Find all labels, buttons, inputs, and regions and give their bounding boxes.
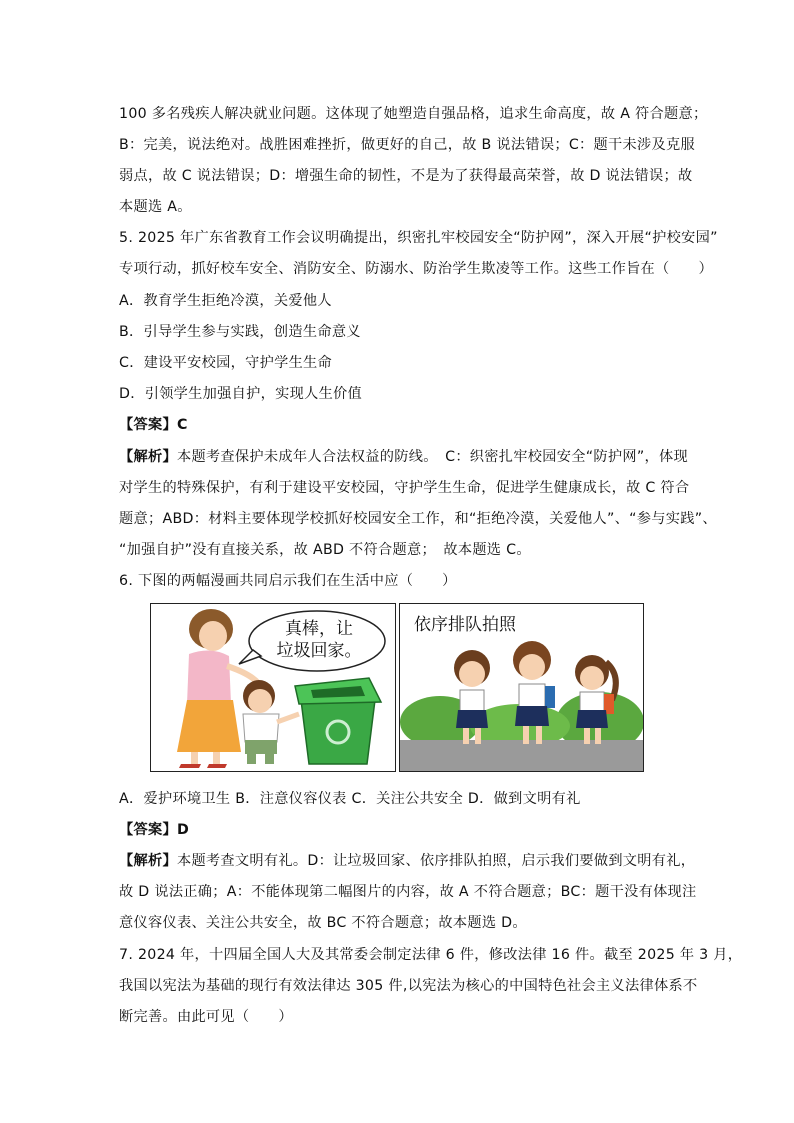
question-5-stem: 专项行动，抓好校车安全、消防安全、防溺水、防治学生欺凌等工作。这些工作旨在（ ）: [119, 261, 713, 277]
answer-label: 【答案】C: [119, 417, 188, 433]
analysis-line: “加强自护”没有直接关系，故 ABD 不符合题意； 故本题选 C。: [119, 542, 531, 558]
question-5-stem: 5. 2025 年广东省教育工作会议明确提出，织密扎牢校园安全“防护网”，深入开展“护校安园”: [119, 230, 718, 246]
comic-caption: 依序排队拍照: [414, 615, 516, 635]
question-7-stem: 7. 2024 年，十四届全国人大及其常委会制定法律 6 件，修改法律 16 件。截至 2025 年 3 月，: [119, 947, 743, 963]
comic-figure: [150, 603, 645, 772]
option-d: D．引领学生加强自护，实现人生价值: [119, 386, 363, 402]
option-a: A．教育学生拒绝冷漠，关爱他人: [119, 293, 332, 309]
question-7-stem: 我国以宪法为基础的现行有效法律达 305 件,以宪法为核心的中国特色社会主义法律体系不: [119, 978, 698, 994]
question-6-stem: 6. 下图的两幅漫画共同启示我们在生活中应（ ）: [119, 573, 457, 589]
analysis-line: 对学生的特殊保护，有利于建设平安校园，守护学生生命，促进学生健康成长，故 C 符合: [119, 480, 690, 496]
analysis-line: 题意；ABD：材料主要体现学校抓好校园安全工作，和“拒绝冷漠，关爱他人”、“参与实践”、: [119, 511, 717, 527]
analysis-label: 【解析】: [119, 449, 177, 465]
option-b: B．引导学生参与实践，创造生命意义: [119, 324, 361, 340]
text-line: 本题选 A。: [119, 199, 192, 215]
question-6-options: A．爱护环境卫生 B．注意仪容仪表 C．关注公共安全 D．做到文明有礼: [119, 791, 581, 807]
text-line: 弱点，故 C 说法错误；D：增强生命的韧性，不是为了获得最高荣誉，故 D 说法错误；故: [119, 168, 693, 184]
question-7-stem: 断完善。由此可见（ ）: [119, 1009, 293, 1025]
speech-bubble-text: 真棒，让 垃圾回家。: [276, 619, 362, 661]
text-line: 100 多名残疾人解决就业问题。这体现了她塑造自强品格，追求生命高度，故 A 符合题意；: [119, 106, 708, 122]
comic-panel-queue: [399, 603, 644, 772]
answer-label: 【答案】D: [119, 822, 190, 838]
analysis-line: 意仪容仪表、关注公共安全，故 BC 不符合题意；故本题选 D。: [119, 915, 527, 931]
option-c: C．建设平安校园，守护学生生命: [119, 355, 333, 371]
analysis-line: 【解析】本题考查保护未成年人合法权益的防线。 C：织密扎牢校园安全“防护网”，体现: [119, 449, 688, 465]
analysis-line: 【解析】本题考查文明有礼。D：让垃圾回家、依序排队拍照，启示我们要做到文明有礼，: [119, 853, 696, 869]
analysis-line: 故 D 说法正确；A：不能体现第二幅图片的内容，故 A 不符合题意；BC：题干没有体现注: [119, 884, 697, 900]
comic-panel-trash: [150, 603, 396, 772]
analysis-label: 【解析】: [119, 853, 177, 869]
text-line: B：完美，说法绝对。战胜困难挫折，做更好的自己，故 B 说法错误；C：题干未涉及克服: [119, 137, 695, 153]
